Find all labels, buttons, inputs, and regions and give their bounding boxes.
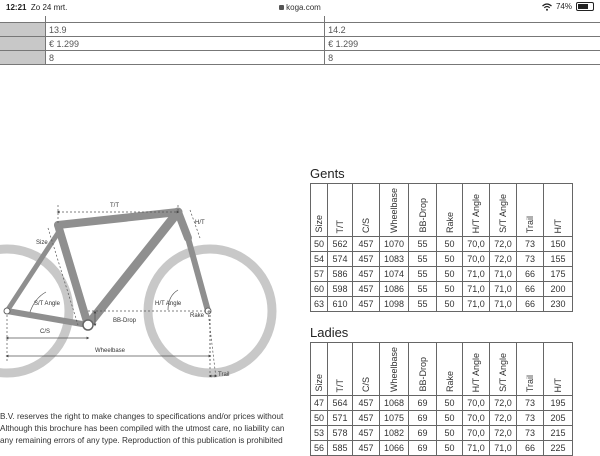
table-cell: 71,0 bbox=[463, 441, 490, 456]
table-cell: 47 bbox=[311, 396, 328, 411]
table-cell bbox=[0, 23, 46, 37]
table-cell: 55 bbox=[409, 252, 437, 267]
table-cell: 155 bbox=[544, 252, 573, 267]
battery-icon bbox=[576, 2, 594, 11]
column-header-label: BB-Drop bbox=[417, 198, 428, 233]
table-row bbox=[0, 37, 600, 51]
table-cell: 8 bbox=[46, 51, 325, 65]
label-tt: T/T bbox=[110, 203, 119, 209]
table-cell: 73 bbox=[517, 252, 544, 267]
table-cell: 69 bbox=[409, 441, 437, 456]
column-header bbox=[353, 184, 380, 237]
column-header-label: Size bbox=[314, 374, 324, 392]
table-cell: 56 bbox=[311, 441, 328, 456]
column-header bbox=[544, 343, 573, 396]
column-header-label: Trail bbox=[525, 374, 535, 392]
column-header bbox=[463, 184, 490, 237]
table-cell: 55 bbox=[409, 267, 437, 282]
table-cell: 1086 bbox=[380, 282, 409, 297]
column-header bbox=[463, 343, 490, 396]
label-ht: H/T bbox=[195, 220, 205, 226]
column-header-label: H/T Angle bbox=[471, 352, 481, 392]
wifi-icon bbox=[542, 3, 552, 11]
table-cell: 71,0 bbox=[463, 267, 490, 282]
column-header bbox=[490, 343, 517, 396]
label-cs: C/S bbox=[40, 329, 51, 335]
column-header-label: S/T Angle bbox=[498, 194, 508, 233]
table-cell: 55 bbox=[409, 282, 437, 297]
table-cell: 71,0 bbox=[463, 282, 490, 297]
column-header-label: C/S bbox=[361, 376, 371, 392]
column-header-label: C/S bbox=[361, 217, 371, 233]
table-cell: 54 bbox=[311, 252, 328, 267]
column-header-label: S/T Angle bbox=[498, 353, 508, 392]
table-cell: 63 bbox=[311, 297, 328, 312]
disclaimer-text bbox=[0, 411, 292, 447]
table-cell: 50 bbox=[437, 267, 463, 282]
table-cell: 50 bbox=[437, 252, 463, 267]
table-cell: 1075 bbox=[380, 411, 409, 426]
status-bar bbox=[0, 0, 600, 16]
column-header bbox=[311, 184, 328, 237]
bike-geometry-diagram bbox=[0, 185, 300, 385]
column-header bbox=[328, 343, 353, 396]
table-cell: 70,0 bbox=[463, 237, 490, 252]
table-cell: 71,0 bbox=[463, 297, 490, 312]
address-bar[interactable] bbox=[0, 3, 600, 12]
table-cell bbox=[0, 37, 46, 51]
table-row bbox=[0, 23, 600, 37]
label-wheelbase: Wheelbase bbox=[95, 348, 126, 354]
table-cell: 457 bbox=[353, 411, 380, 426]
table-cell: 1070 bbox=[380, 237, 409, 252]
table-cell: 73 bbox=[517, 237, 544, 252]
table-cell: 1074 bbox=[380, 267, 409, 282]
table-header-row bbox=[311, 343, 573, 396]
column-header bbox=[437, 343, 463, 396]
table-cell: 70,0 bbox=[463, 396, 490, 411]
table-cell: 457 bbox=[353, 396, 380, 411]
table-cell: 72,0 bbox=[490, 396, 517, 411]
spec-table bbox=[0, 16, 600, 65]
table-cell: 66 bbox=[517, 297, 544, 312]
column-header-label: Size bbox=[314, 215, 324, 233]
label-rake: Rake bbox=[190, 313, 205, 319]
column-header-label: H/T Angle bbox=[471, 193, 481, 233]
table-cell: 70,0 bbox=[463, 411, 490, 426]
table-cell: 69 bbox=[409, 426, 437, 441]
table-cell: € 1.299 bbox=[325, 37, 600, 51]
table-cell: 14.2 bbox=[325, 23, 600, 37]
table-cell: 457 bbox=[353, 267, 380, 282]
bike-frame bbox=[7, 212, 208, 325]
table-cell: € 1.299 bbox=[46, 37, 325, 51]
table-cell: 50 bbox=[437, 282, 463, 297]
table-cell: 66 bbox=[517, 267, 544, 282]
table-cell: 175 bbox=[544, 267, 573, 282]
table-cell: 1083 bbox=[380, 252, 409, 267]
table-cell: 457 bbox=[353, 297, 380, 312]
table-cell bbox=[0, 51, 46, 65]
table-cell: 610 bbox=[328, 297, 353, 312]
column-header bbox=[380, 343, 409, 396]
label-ht-angle: H/T Angle bbox=[155, 301, 182, 307]
table-row bbox=[311, 282, 573, 297]
column-header bbox=[517, 343, 544, 396]
column-header bbox=[328, 184, 353, 237]
column-header bbox=[409, 343, 437, 396]
table-cell: 564 bbox=[328, 396, 353, 411]
status-time: 12:21 Zo 24 mrt. bbox=[6, 3, 68, 12]
lock-icon bbox=[279, 5, 284, 10]
table-cell: 71,0 bbox=[490, 267, 517, 282]
table-row bbox=[0, 51, 600, 65]
table-cell: 71,0 bbox=[490, 282, 517, 297]
table-row bbox=[311, 252, 573, 267]
table-cell: 1098 bbox=[380, 297, 409, 312]
table-cell: 574 bbox=[328, 252, 353, 267]
table-cell: 69 bbox=[409, 396, 437, 411]
column-header-label: Trail bbox=[525, 215, 535, 233]
column-header bbox=[353, 343, 380, 396]
column-header bbox=[517, 184, 544, 237]
table-cell: 8 bbox=[325, 51, 600, 65]
disclaimer-line: any remaining errors of any type. Reproduction of this publication is prohibited bbox=[0, 436, 283, 445]
table-cell: 457 bbox=[353, 441, 380, 456]
table-cell: 457 bbox=[353, 426, 380, 441]
table-cell: 73 bbox=[517, 411, 544, 426]
table-cell: 225 bbox=[544, 441, 573, 456]
table-cell: 55 bbox=[409, 297, 437, 312]
battery-percent: 74% bbox=[555, 2, 572, 11]
table-cell: 71,0 bbox=[490, 441, 517, 456]
table-cell: 1066 bbox=[380, 441, 409, 456]
table-row bbox=[311, 267, 573, 282]
table-cell: 50 bbox=[311, 237, 328, 252]
table-row bbox=[311, 426, 573, 441]
table-cell: 53 bbox=[311, 426, 328, 441]
column-header-label: Rake bbox=[444, 211, 455, 233]
table-cell: 72,0 bbox=[490, 411, 517, 426]
table-cell: 150 bbox=[544, 237, 573, 252]
table-cell: 55 bbox=[409, 237, 437, 252]
table-cell: 66 bbox=[517, 441, 544, 456]
column-header-label: H/T bbox=[553, 218, 563, 233]
table-cell: 72,0 bbox=[490, 252, 517, 267]
gents-title: Gents bbox=[310, 166, 345, 181]
table-cell: 73 bbox=[517, 396, 544, 411]
table-cell: 72,0 bbox=[490, 237, 517, 252]
column-header bbox=[490, 184, 517, 237]
column-header bbox=[544, 184, 573, 237]
table-cell: 66 bbox=[517, 282, 544, 297]
table-header-row bbox=[311, 184, 573, 237]
table-cell: 457 bbox=[353, 237, 380, 252]
column-header-label: Wheelbase bbox=[389, 187, 399, 233]
table-cell: 13.9 bbox=[46, 23, 325, 37]
table-cell: 69 bbox=[409, 411, 437, 426]
table-cell: 71,0 bbox=[490, 297, 517, 312]
table-cell: 1082 bbox=[380, 426, 409, 441]
ladies-title: Ladies bbox=[310, 325, 349, 340]
column-header bbox=[409, 184, 437, 237]
column-header-label: T/T bbox=[335, 378, 345, 392]
table-cell: 457 bbox=[353, 252, 380, 267]
column-header-label: T/T bbox=[335, 219, 345, 233]
column-header bbox=[311, 343, 328, 396]
ladies-geometry-table bbox=[310, 342, 573, 456]
table-cell: 578 bbox=[328, 426, 353, 441]
column-header-label: Rake bbox=[444, 370, 455, 392]
table-cell: 50 bbox=[437, 297, 463, 312]
label-trail: Trail bbox=[218, 372, 230, 378]
label-st-angle: S/T Angle bbox=[34, 301, 60, 307]
table-cell: 72,0 bbox=[490, 426, 517, 441]
gents-geometry-table bbox=[310, 183, 573, 312]
table-cell: 598 bbox=[328, 282, 353, 297]
table-row bbox=[311, 441, 573, 456]
table-cell: 200 bbox=[544, 282, 573, 297]
table-cell: 205 bbox=[544, 411, 573, 426]
table-cell: 195 bbox=[544, 396, 573, 411]
table-cell: 586 bbox=[328, 267, 353, 282]
table-cell: 571 bbox=[328, 411, 353, 426]
table-cell: 562 bbox=[328, 237, 353, 252]
disclaimer-line: Although this brochure has been compiled with the utmost care, no liability can bbox=[0, 424, 285, 433]
table-cell: 70,0 bbox=[463, 426, 490, 441]
table-cell: 50 bbox=[311, 411, 328, 426]
column-header-label: BB-Drop bbox=[417, 357, 428, 392]
disclaimer-line: B.V. reserves the right to make changes to specifications and/or prices without bbox=[0, 412, 284, 421]
table-cell: 50 bbox=[437, 441, 463, 456]
table-row bbox=[311, 411, 573, 426]
table-cell: 50 bbox=[437, 426, 463, 441]
table-cell: 1068 bbox=[380, 396, 409, 411]
table-cell: 70,0 bbox=[463, 252, 490, 267]
label-size: Size bbox=[36, 240, 48, 246]
table-cell: 50 bbox=[437, 411, 463, 426]
table-row bbox=[311, 297, 573, 312]
column-header bbox=[437, 184, 463, 237]
table-cell: 73 bbox=[517, 426, 544, 441]
column-header-label: Wheelbase bbox=[389, 346, 399, 392]
table-cell: 57 bbox=[311, 267, 328, 282]
url-text: koga.com bbox=[286, 3, 321, 12]
table-row bbox=[311, 237, 573, 252]
table-cell: 50 bbox=[437, 237, 463, 252]
table-cell: 60 bbox=[311, 282, 328, 297]
column-header-label: H/T bbox=[553, 377, 563, 392]
column-header bbox=[380, 184, 409, 237]
table-row bbox=[311, 396, 573, 411]
table-cell: 585 bbox=[328, 441, 353, 456]
table-cell: 457 bbox=[353, 282, 380, 297]
table-cell: 50 bbox=[437, 396, 463, 411]
table-cell: 230 bbox=[544, 297, 573, 312]
table-cell: 215 bbox=[544, 426, 573, 441]
label-bb-drop: BB-Drop bbox=[113, 318, 137, 324]
